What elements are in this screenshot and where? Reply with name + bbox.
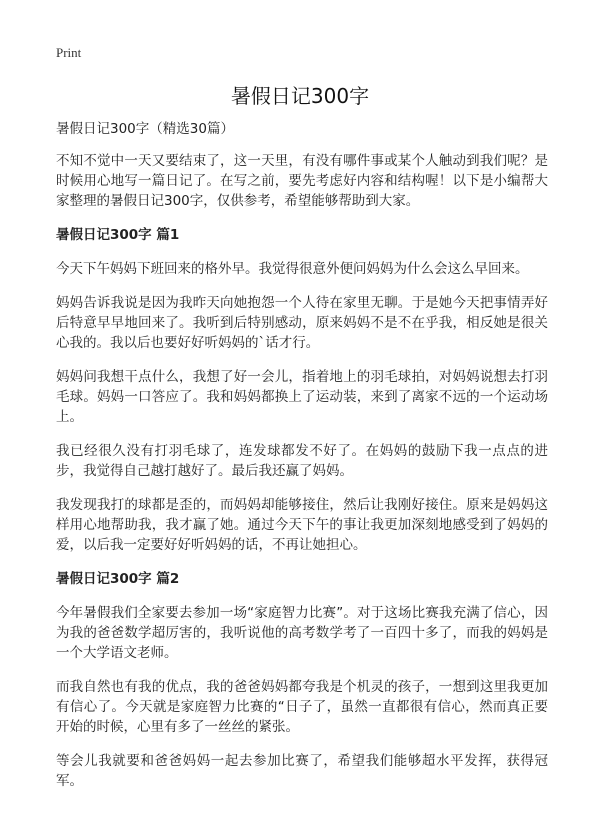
section-heading: 暑假日记300字 篇1 <box>56 227 180 243</box>
paragraph: 今天下午妈妈下班回来的格外早。我觉得很意外便问妈妈为什么会这么早回来。 <box>56 261 529 277</box>
section-heading: 暑假日记300字 篇2 <box>56 571 180 587</box>
paragraph: 我发现我打的球都是歪的，而妈妈却能够接住，然后让我刚好接住。原来是妈妈这样用心地帮助我，我才赢了她。通过今天下午的事让我更加深刻地感受到了妈妈的爱，以后我一定要好好听妈妈的话，不再让她担心。 <box>56 497 548 553</box>
paragraph: 妈妈问我想干点什么，我想了好一会儿，指着地上的羽毛球拍，对妈妈说想去打羽毛球。妈妈一口答应了。我和妈妈都换上了运动装，来到了离家不远的一个运动场上。 <box>56 369 548 425</box>
paragraph: 我已经很久没有打羽毛球了，连发球都发不好了。在妈妈的鼓励下我一点点的进步，我觉得自己越打越好了。最后我还赢了妈妈。 <box>56 443 548 479</box>
page-title: 暑假日记300字 <box>230 84 370 108</box>
paragraph: 妈妈告诉我说是因为我昨天向她抱怨一个人待在家里无聊。于是她今天把事情弄好后特意早早地回来了。我听到后特别感动，原来妈妈不是不在乎我，相反她是很关心我的。我以后也要好好听妈妈的`话才行。 <box>56 295 548 351</box>
paragraph: 等会儿我就要和爸爸妈妈一起去参加比赛了，希望我们能够超水平发挥，获得冠军。 <box>56 753 548 789</box>
document-body <box>56 119 548 805</box>
document-subtitle: 暑假日记300字（精选30篇） <box>56 121 234 137</box>
intro-paragraph: 不知不觉中一天又要结束了，这一天里，有没有哪件事或某个人触动到我们呢？是时候用心地写一篇日记了。在写之前，要先考虑好内容和结构喔！以下是小编帮大家整理的暑假日记300字，仅供参考，希望能够帮助到大家。 <box>56 153 548 209</box>
paragraph: 而我自然也有我的优点，我的爸爸妈妈都夸我是个机灵的孩子，一想到这里我更加有信心了。今天就是家庭智力比赛的“日子了，虽然一直都很有信心，然而真正要开始的时候，心里有多了一丝丝的紧张。 <box>56 679 548 735</box>
print-label[interactable]: Print <box>56 45 82 60</box>
paragraph: 今年暑假我们全家要去参加一场“家庭智力比赛”。对于这场比赛我充满了信心，因为我的爸爸数学超厉害的，我听说他的高考数学考了一百四十多了，而我的妈妈是一个大学语文老师。 <box>56 605 548 661</box>
